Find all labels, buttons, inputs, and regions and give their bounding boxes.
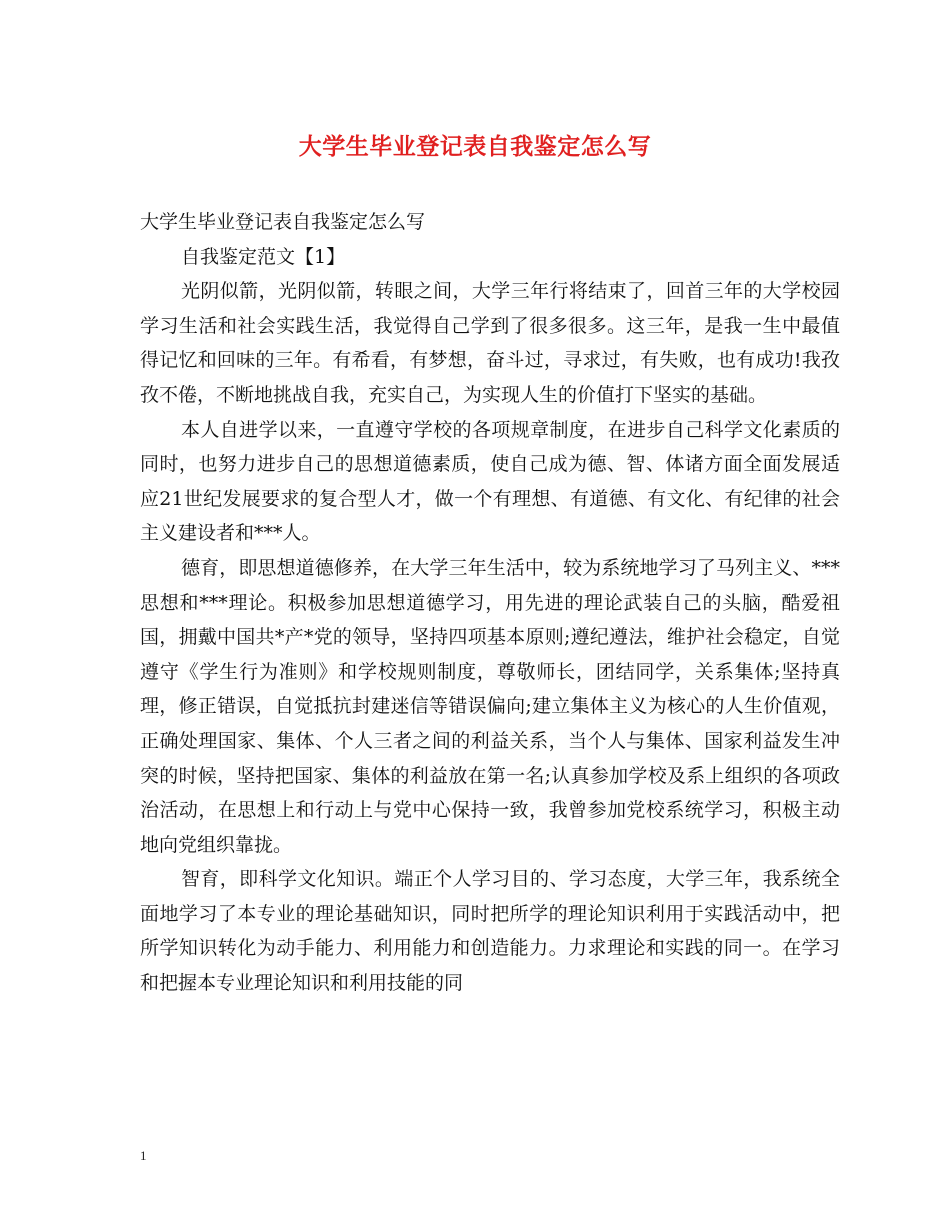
page-number: 1 bbox=[140, 1148, 147, 1163]
paragraph-1: 光阴似箭，光阴似箭，转眼之间，大学三年行将结束了，回首三年的大学校园学习生活和社会实践生活，我觉得自己学到了很多很多。这三年，是我一生中最值得记忆和回味的三年。有希看，有梦想，奋斗过，寻求过，有失败，也有成功!我孜孜不倦，不断地挑战自我，充实自己，为实现人生的价值打下坚实的基础。 bbox=[140, 280, 840, 406]
section-heading: 自我鉴定范文【1】 bbox=[181, 245, 346, 268]
document-title: 大学生毕业登记表自我鉴定怎么写 bbox=[298, 133, 652, 160]
paragraph-4: 智育，即科学文化知识。端正个人学习目的、学习态度，大学三年，我系统全面地学习了本专业的理论基础知识，同时把所学的理论知识利用于实践活动中，把所学知识转化为动手能力、利用能力和创造能力。力求理论和实践的同一。在学习和把握本专业理论知识和利用技能的同 bbox=[140, 868, 840, 995]
paragraph-3: 德育，即思想道德修养，在大学三年生活中，较为系统地学习了马列主义、***思想和***理论。积极参加思想道德学习，用先进的理论武装自己的头脑，酷爱祖国，拥戴中国共*产*党的领导，坚持四项基本原则;遵纪遵法，维护社会稳定，自觉遵守《学生行为准则》和学校规则制度，尊敬师长，团结同学，关系集体;坚持真理，修正错误，自觉抵抗封建迷信等错误偏向;建立集体主义为核心的人生价值观，正确处理国家、集体、个人三者之间的利益关系，当个人与集体、国家利益发生冲突的时候，坚持把国家、集体的利益放在第一名;认真参加学校及系上组织的各项政治活动，在思想上和行动上与党中心保持一致，我曾参加党校系统学习，积极主动地向党组织靠拢。 bbox=[140, 556, 840, 856]
document-body bbox=[140, 205, 840, 1001]
subtitle-line: 大学生毕业登记表自我鉴定怎么写 bbox=[140, 211, 426, 233]
paragraph-2: 本人自进学以来，一直遵守学校的各项规章制度，在进步自己科学文化素质的同时，也努力进步自己的思想道德素质，使自己成为德、智、体诸方面全面发展适应21世纪发展要求的复合型人才，做一个有理想、有道德、有文化、有纪律的社会主义建设者和***人。 bbox=[140, 418, 840, 545]
